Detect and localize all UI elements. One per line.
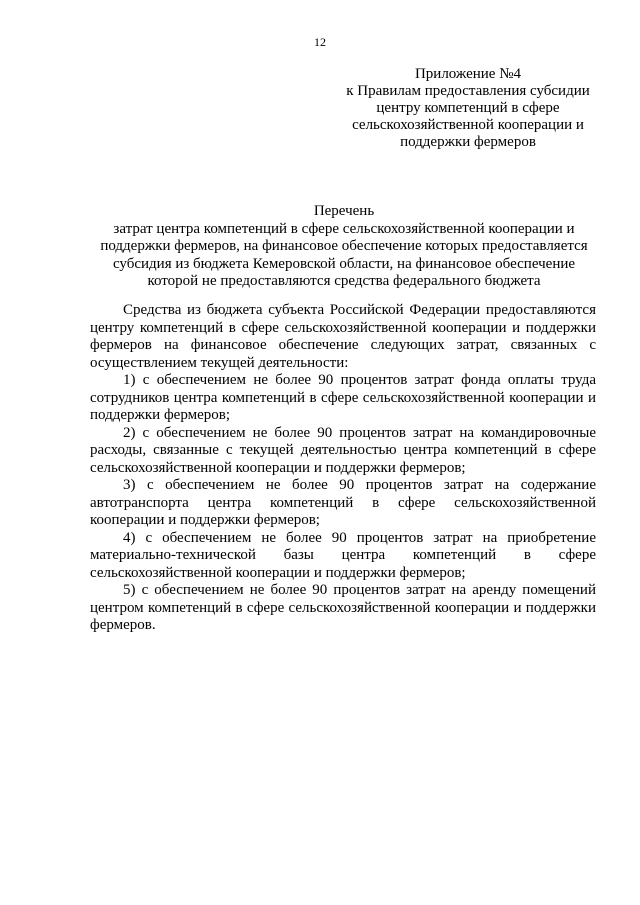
list-item: 3) с обеспечением не более 90 процентов затрат на содержание автотранспорта центра компетенций в сфере сельскохозяйственной кооперации и поддержки фермеров; xyxy=(90,477,596,528)
list-item: 4) с обеспечением не более 90 процентов затрат на приобретение материально-технической базы центра компетенций в сфере сельскохозяйственной кооперации и поддержки фермеров; xyxy=(90,529,596,581)
title-line: которой не предоставляются средства федерального бюджета xyxy=(147,273,541,289)
title-line: поддержки фермеров, на финансовое обеспечение которых предоставляется xyxy=(100,238,588,254)
list-item: 1) с обеспечением не более 90 процентов затрат фонда оплаты труда сотрудников центра компетенций в сфере сельскохозяйственной кооперации и поддержки фермеров; xyxy=(90,372,596,423)
title-line: субсидия из бюджета Кемеровской области, на финансовое обеспечение xyxy=(112,255,576,272)
document-body xyxy=(90,302,596,635)
title-line: затрат центра компетенций в сфере сельскохозяйственной кооперации и xyxy=(113,220,575,237)
appendix-line: к Правилам предоставления субсидии xyxy=(346,83,590,99)
appendix-header xyxy=(330,66,606,151)
document-title xyxy=(84,203,604,291)
list-item: 5) с обеспечением не более 90 процентов затрат на аренду помещений центром компетенций в сфере сельскохозяйственной кооперации и поддержки фермеров. xyxy=(90,582,596,633)
page-number: 12 xyxy=(314,35,326,49)
title-heading: Перечень xyxy=(313,203,375,219)
intro-paragraph: Средства из бюджета субъекта Российской Федерации предоставляются центру компетенций в сфере сельскохозяйственной кооперации и поддержки фермеров на финансовое обеспечение следующих затрат, связанных с осуществлением текущей деятельности: xyxy=(90,302,596,371)
appendix-line: поддержки фермеров xyxy=(400,134,536,150)
appendix-line: Приложение №4 xyxy=(414,66,522,82)
list-item: 2) с обеспечением не более 90 процентов затрат на командировочные расходы, связанные с текущей деятельностью центра компетенций в сфере сельскохозяйственной кооперации и поддержки фермеров; xyxy=(90,424,596,476)
appendix-line: сельскохозяйственной кооперации и xyxy=(352,117,584,133)
appendix-line: центру компетенций в сфере xyxy=(376,100,560,116)
